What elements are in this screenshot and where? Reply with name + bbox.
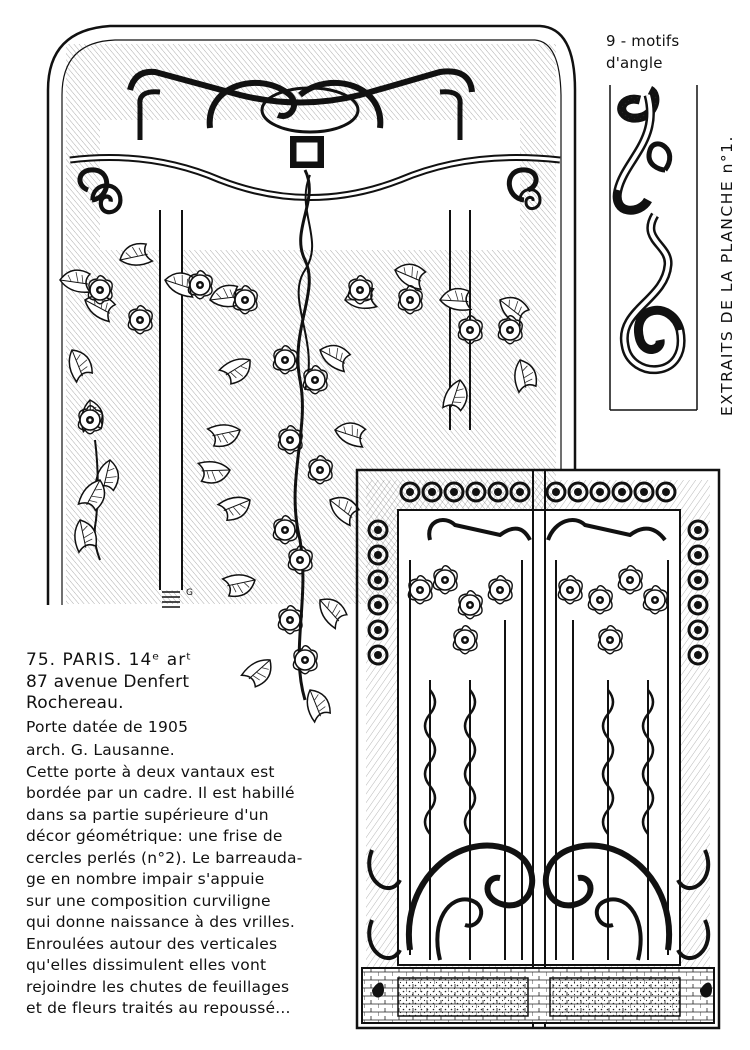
caption-line: 75. PARIS. 14ᵉ arᵗ <box>26 650 193 670</box>
description-caption <box>26 650 326 1020</box>
corner-motif-title-line2: d'angle <box>606 54 663 72</box>
artist-signature: G <box>186 588 194 598</box>
corner-motif-title-line1: 9 - motifs <box>606 32 680 50</box>
caption-line: dans sa partie supérieure d'un <box>26 805 269 824</box>
corner-motif-title <box>606 30 679 74</box>
caption-line: rejoindre les chutes de feuillages <box>26 977 290 996</box>
caption-line: 87 avenue Denfert <box>26 671 190 692</box>
gate-elevation <box>357 470 719 1028</box>
caption-line: Cette porte à deux vantaux est <box>26 762 275 781</box>
caption-line: ge en nombre impair s'appuie <box>26 870 265 888</box>
caption-line: décor géométrique: une frise de <box>26 827 283 845</box>
caption-line: qui donne naissance à des vrilles. <box>26 913 296 931</box>
caption-line: bordée par un cadre. Il est habillé <box>26 784 295 802</box>
caption-line: cercles perlés (n°2). Le barreauda- <box>26 848 303 867</box>
caption-line: Enroulées autour des verticales <box>26 934 278 953</box>
caption-line: Rochereau. <box>26 693 124 713</box>
caption-line: qu'elles dissimulent elles vont <box>26 956 267 974</box>
corner-motif-detail <box>610 85 697 410</box>
plate-extract-label: EXTRAITS DE LA PLANCHE n°1. <box>718 135 736 416</box>
caption-line: et de fleurs traités au repoussé... <box>26 999 291 1017</box>
caption-line: Porte datée de 1905 <box>26 717 189 736</box>
caption-line: sur une composition curviligne <box>26 891 271 910</box>
caption-line: arch. G. Lausanne. <box>26 741 175 759</box>
